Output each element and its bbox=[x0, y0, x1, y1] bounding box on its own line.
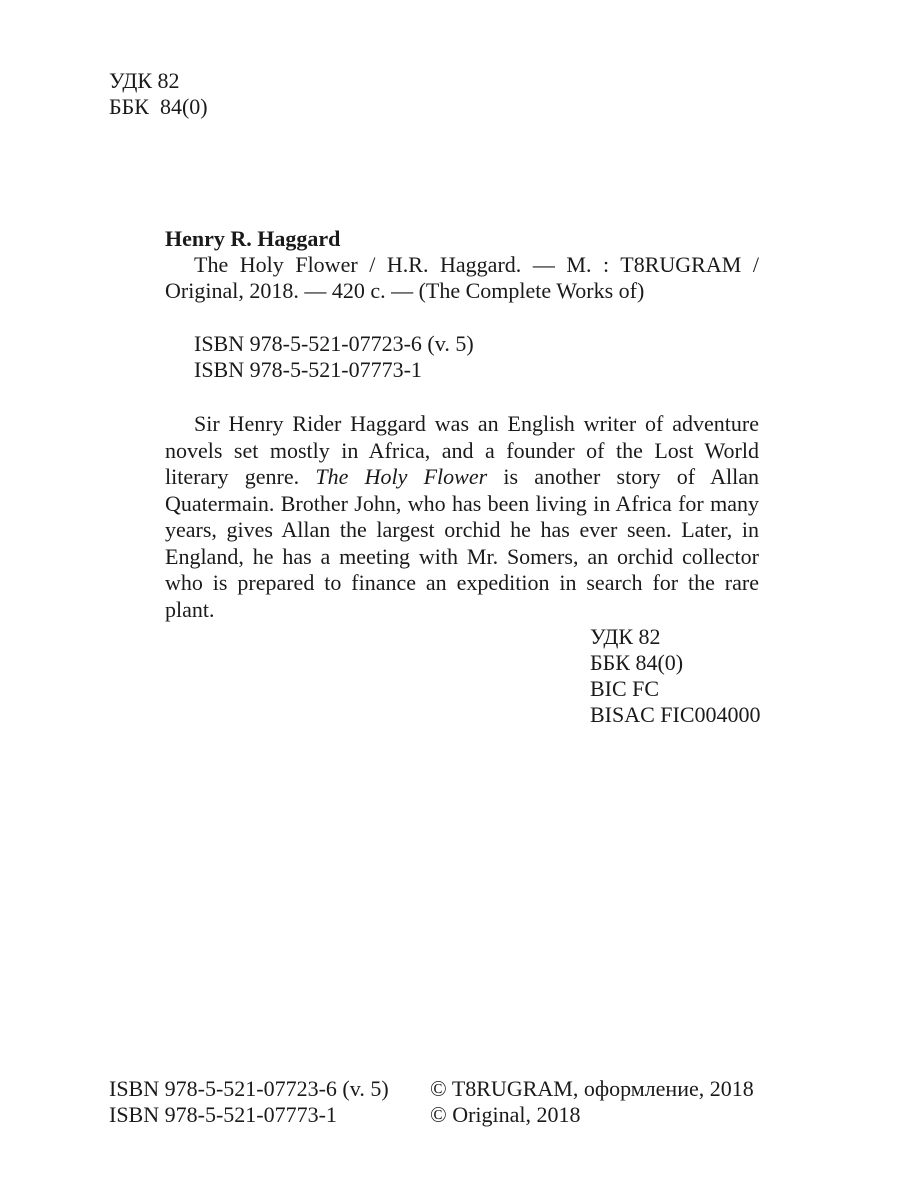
udk-code: УДК 82 bbox=[109, 68, 180, 93]
classification-codes bbox=[590, 624, 761, 728]
annotation-text-end: is another story of Allan Quatermain. Brother John, who has been living in Africa for many years, gives Allan the largest orchid he has ever seen. Later, in England, he has a meeting with Mr. Somers, an orchid collector who is prepared to finance an expedition in search for the rare plant. bbox=[165, 464, 759, 622]
bic-code: BIC FC bbox=[590, 676, 660, 701]
footer-copyright bbox=[430, 1076, 754, 1128]
bibliographic-record bbox=[165, 226, 759, 623]
bisac-code: BISAC FIC004000 bbox=[590, 702, 761, 727]
isbn-list bbox=[165, 331, 759, 383]
isbn-volume: ISBN 978-5-521-07723-6 (v. 5) bbox=[194, 331, 474, 356]
book-title: The Holy Flower bbox=[315, 464, 488, 489]
bbk-code: ББК 84(0) bbox=[109, 94, 208, 119]
top-classification bbox=[109, 68, 208, 120]
udk-code: УДК 82 bbox=[590, 624, 661, 649]
isbn-set: ISBN 978-5-521-07773-1 bbox=[194, 357, 422, 382]
author-name: Henry R. Haggard bbox=[165, 226, 341, 251]
bbk-code: ББК 84(0) bbox=[590, 650, 684, 675]
copyright-original: © Original, 2018 bbox=[430, 1102, 581, 1127]
annotation-paragraph bbox=[165, 411, 759, 623]
footer-isbn-volume: ISBN 978-5-521-07723-6 (v. 5) bbox=[109, 1076, 389, 1101]
footer-isbn bbox=[109, 1076, 389, 1128]
bibliographic-description: The Holy Flower / H.R. Haggard. — M. : T8RUGRAM / Original, 2018. — 420 c. — (The Complete Works of) bbox=[165, 252, 759, 303]
copyright-publisher: © T8RUGRAM, оформление, 2018 bbox=[430, 1076, 754, 1101]
annotation-text-start: Sir Henry Rider Haggard was an English writer of adventure novels set mostly in Africa, and a founder of the Lost World literary genre. bbox=[165, 411, 759, 489]
footer-isbn-set: ISBN 978-5-521-07773-1 bbox=[109, 1102, 337, 1127]
